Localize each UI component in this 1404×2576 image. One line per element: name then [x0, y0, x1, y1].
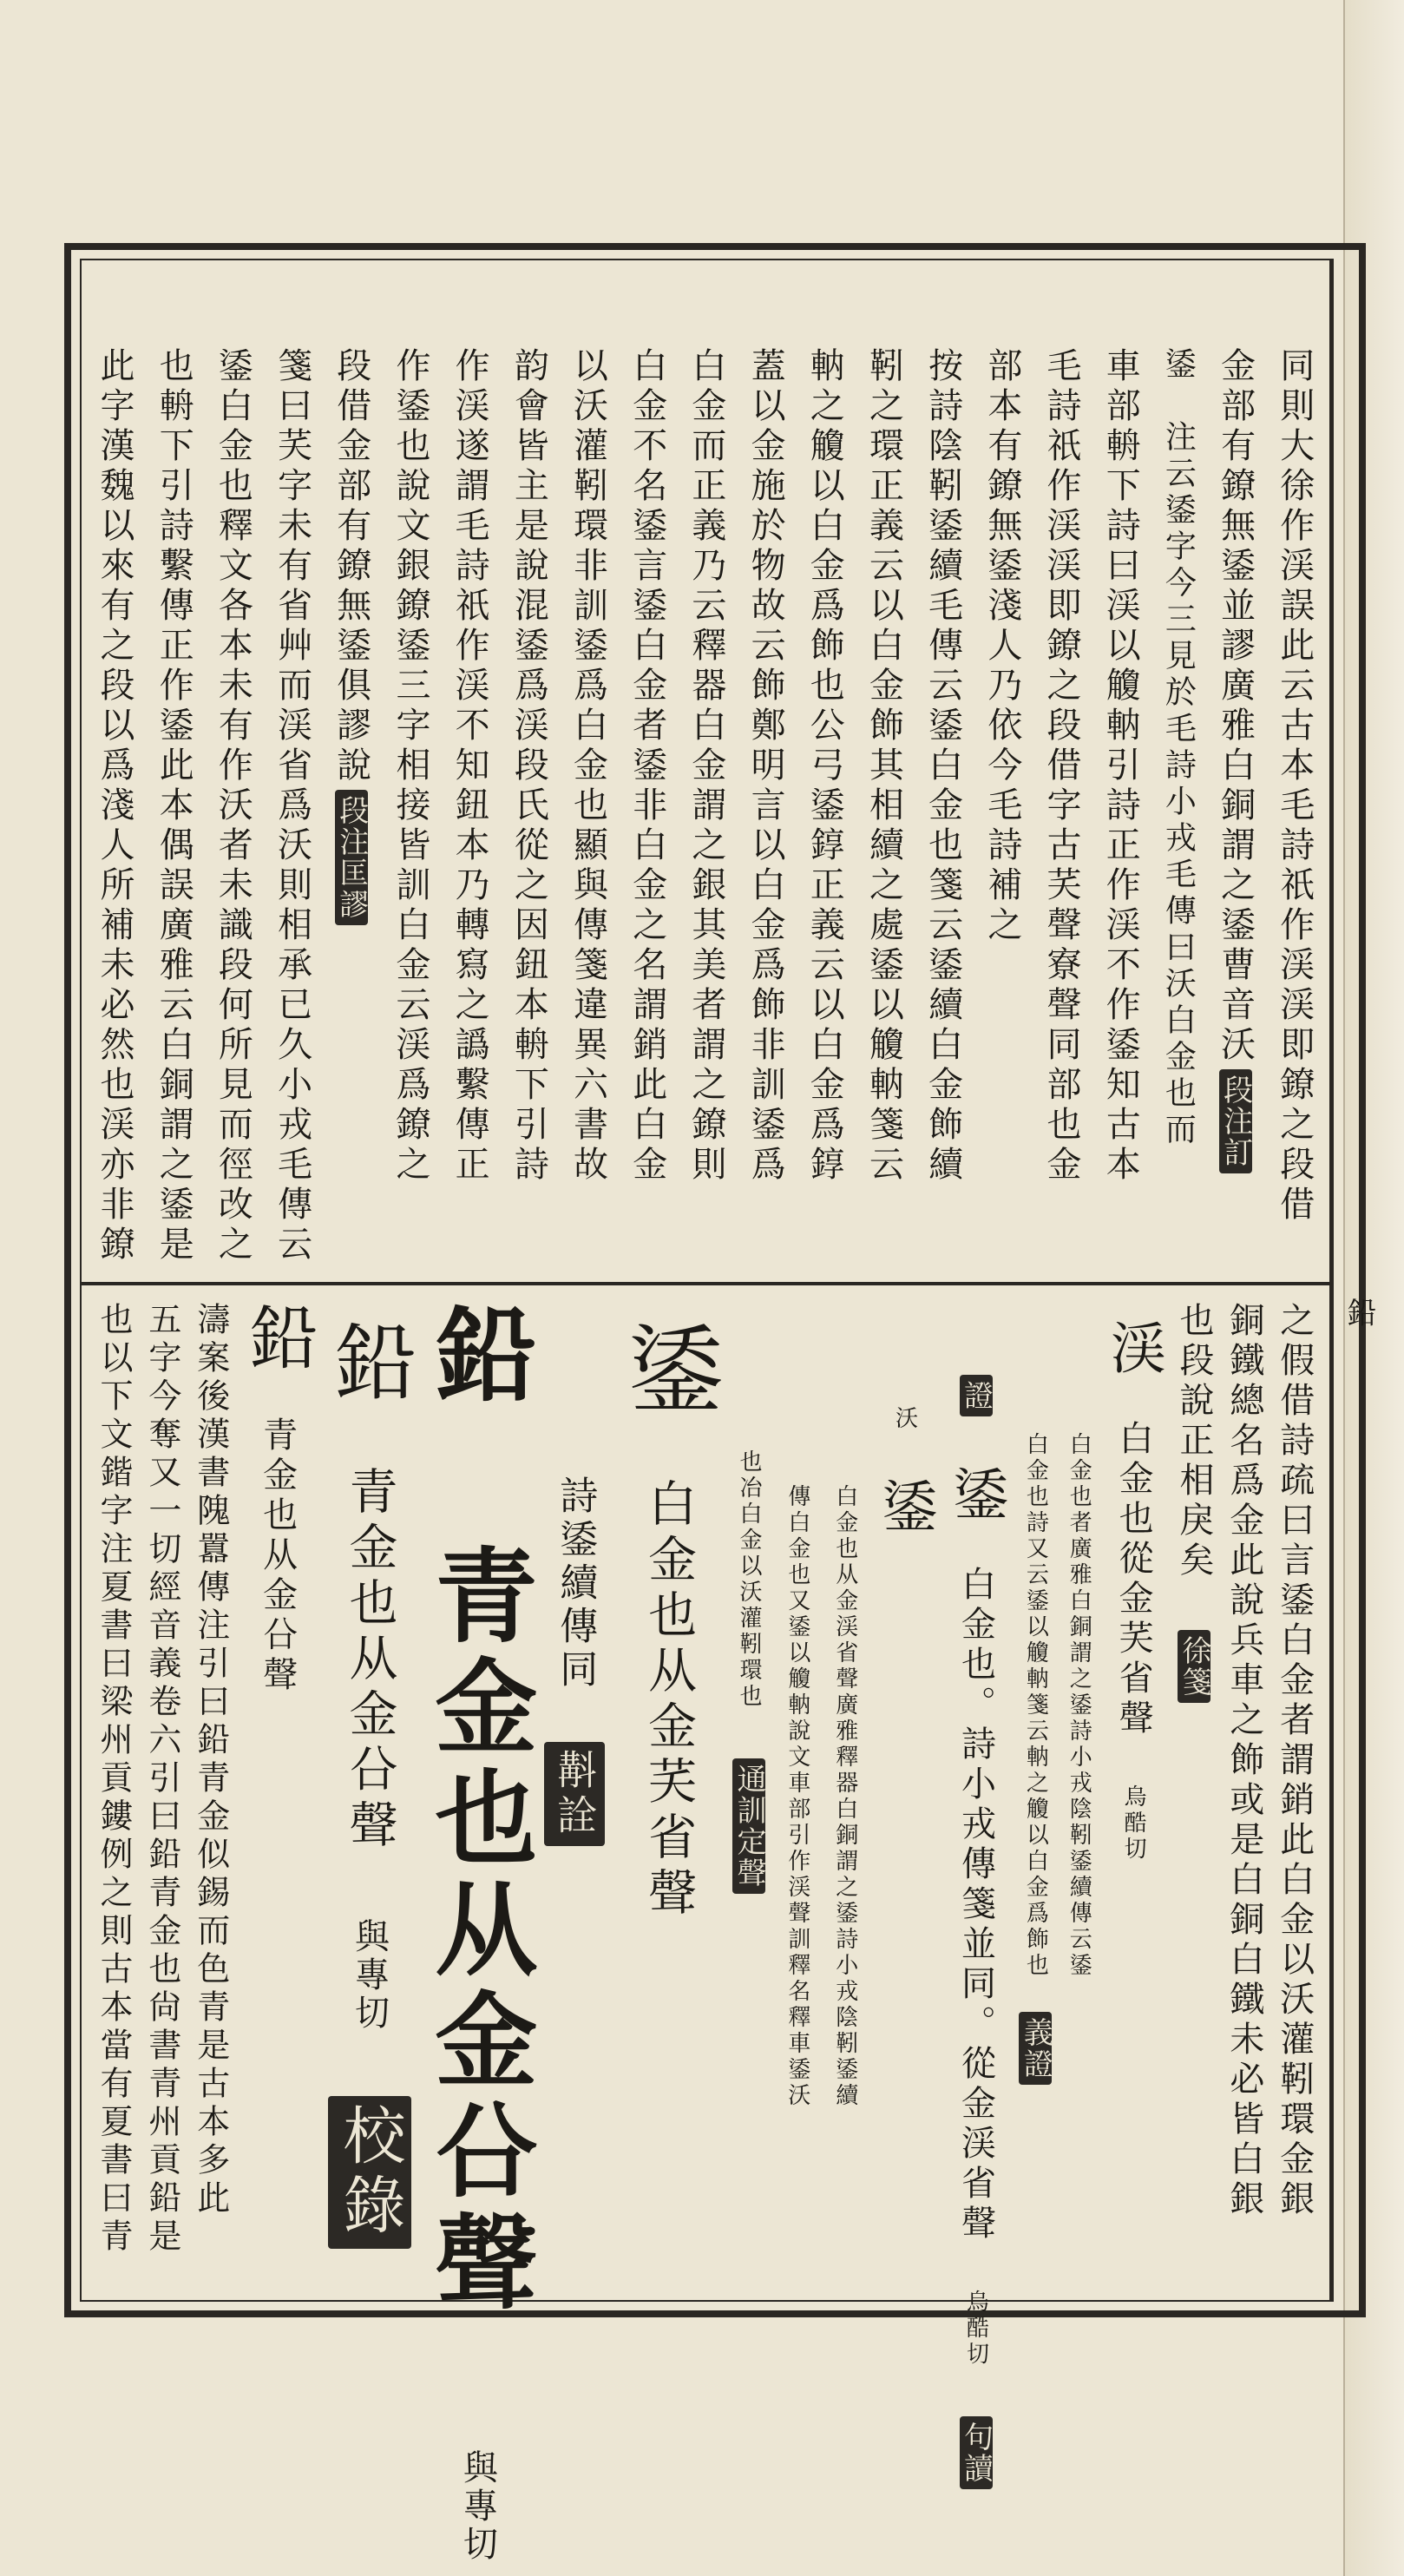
text-column	[449, 347, 490, 1267]
entry-headword: 鋈	[943, 1465, 1008, 1521]
upper-register	[95, 347, 1315, 1267]
text-column: 銅鐵總名爲金此說兵車之飾或是白銅白鐵未必皆白銀	[1224, 1302, 1264, 2220]
text-column	[390, 347, 430, 1267]
text-run: 也冶白金以沃灌靷環也	[736, 1449, 762, 1710]
entry-column	[613, 1302, 725, 2291]
text-run: 箋曰芺字未有省艸而渓省爲沃則相承已久小戎毛傳云	[272, 347, 312, 1265]
source-seal: 段注匡謬	[335, 790, 368, 925]
text-column	[1174, 1302, 1214, 2274]
text-column	[508, 347, 549, 1267]
lower-register	[95, 1302, 1315, 2564]
text-column	[154, 347, 194, 1267]
text-run: 毛詩祇作渓渓即鐐之段借字古芺聲寮聲同部也金	[1041, 347, 1081, 1186]
entry-headword-variant: 沃	[891, 1406, 918, 1432]
text-column	[568, 347, 608, 1267]
entry-definition: 青金也从金㕣聲	[417, 1542, 539, 2320]
entry-headword: 鉛	[237, 1302, 318, 1371]
text-column	[981, 347, 1022, 1267]
text-column	[97, 347, 132, 1267]
text-run: 作渓遂謂毛詩祇作渓不知鈕本乃轉寫之譌繫傳正	[449, 347, 490, 1186]
text-column	[1041, 347, 1081, 1267]
entry-definition: 白金也从金芺省聲	[640, 1478, 698, 1922]
entry-definition: 白金也從金芺省聲	[1113, 1420, 1154, 1739]
entry-headword: 鉛	[417, 1302, 539, 1413]
source-seal: 句讀	[960, 2416, 993, 2489]
entry-column	[732, 1302, 766, 2422]
text-run: 也段說正相戾矣	[1174, 1302, 1214, 1581]
entry-note: 詩鋈續傳同	[553, 1475, 598, 1692]
text-column	[1215, 347, 1256, 1267]
text-run: 段借金部有鐐無鋈俱謬說	[331, 347, 371, 786]
text-run: 部本有鐐無鋈淺人乃依今毛詩補之	[981, 347, 1022, 946]
text-run: 白金也詩又云鋈以觼軜箋云軜之觼以白金爲飾也	[1022, 1432, 1049, 1979]
text-column	[627, 347, 667, 1267]
text-column	[1160, 347, 1197, 1267]
entry-definition: 青金也从金㕣聲	[341, 1466, 398, 1855]
text-column: 也以下文鍇字注夏書曰梁州貢鏤例之則古本當有夏書曰青	[95, 1302, 133, 2257]
entry-fanqie: 烏酷切	[1120, 1784, 1147, 1863]
text-column	[863, 347, 904, 1267]
text-column	[1019, 1302, 1052, 2404]
text-column: 白金也从金渓省聲廣雅釋器白銅謂之鋈詩小戎陰靷鋈續	[831, 1484, 858, 2109]
entry-fanqie: 與專切	[349, 1918, 390, 2033]
text-column	[1274, 347, 1315, 1267]
text-column: 之假借詩疏曰言鋈白金者謂銷此白金以沃灌靷環金銀	[1274, 1302, 1315, 2220]
entry-headword: 渓	[1101, 1319, 1166, 1375]
source-seal: 義證	[1019, 2012, 1052, 2085]
text-column	[213, 347, 253, 1267]
entry-fanqie: 與專切	[457, 2449, 498, 2564]
text-run: 此字漢魏以來有之段以爲淺人所補未必然也渓亦非鐐	[95, 347, 134, 1265]
text-column	[272, 347, 312, 1267]
source-seal: 徐箋	[1178, 1630, 1210, 1703]
text-run: 車部輈下詩曰渓以觼軜引詩正作渓不作鋈知古本	[1100, 347, 1141, 1186]
text-column	[686, 347, 726, 1267]
text-column	[804, 347, 845, 1267]
text-column: 白金也者廣雅白銅謂之鋈詩小戎陰靷鋈續傳云鋈	[1066, 1432, 1092, 1979]
text-column: 五字今奪又一切經音義卷六引曰鉛青金也尙書青州貢鉛是	[142, 1302, 181, 2257]
text-column: 傳白金也又鋈以觼軜說文車部引作渓聲訓釋名釋車鋈沃	[784, 1484, 810, 2109]
source-seal: 證	[960, 1375, 993, 1416]
entry-column	[237, 1302, 318, 2274]
text-run: 以沃灌靷環非訓鋈爲白金也顯與傳箋違異六書故	[568, 347, 608, 1186]
text-run: 同則大徐作渓誤此云古本毛詩祇作渓渓即鐐之段借	[1274, 347, 1315, 1226]
entry-headword: 鉛	[320, 1319, 418, 1403]
entry-column	[544, 1302, 605, 2448]
text-run: 鋈 注云鋈字今三見於毛詩小戎毛傳曰沃白金也而	[1160, 347, 1197, 1149]
source-seal: 通訓定聲	[732, 1758, 765, 1894]
text-column: 濤案後漢書隗囂傳注引曰鉛青金似錫而色青是古本多此	[191, 1302, 230, 2218]
side-label: 鉛	[1342, 1298, 1376, 1327]
text-run: 蓋以金施於物故云飾鄭明言以白金爲飾非訓鋈爲	[745, 347, 786, 1186]
entry-definition: 白金也。詩小戎傳箋並同。從金渓省聲	[955, 1566, 996, 2244]
entry-definition: 青金也从金㕣聲	[257, 1416, 298, 1696]
text-run: 也輈下引詩繫傳正作鋈此本偶誤廣雅云白銅謂之鋈是	[154, 347, 194, 1265]
entry-column	[1101, 1302, 1166, 2291]
fore-edge-gutter	[1331, 259, 1358, 2302]
entry-column	[417, 1302, 539, 2564]
text-run: 韵會皆主是說混鋈爲渓段氏從之因鈕本輈下引詩	[508, 347, 549, 1186]
text-run: 金部有鐐無鋈並謬廣雅白銅謂之鋈曹音沃	[1215, 347, 1256, 1066]
text-run: 白金而正義乃云釋器白金謂之銀其美者謂之鐐則	[686, 347, 726, 1186]
entry-column	[320, 1302, 418, 2291]
text-column	[922, 347, 963, 1267]
text-run: 軜之觼以白金爲飾也公弓鋈錞正義云以白金爲錞	[804, 347, 845, 1186]
entry-headword: 鋈	[613, 1319, 725, 1415]
text-column	[331, 347, 371, 1267]
entry-fanqie: 烏酷切	[962, 2290, 989, 2368]
entry-column	[943, 1302, 1008, 2484]
source-seal: 斠詮	[544, 1742, 605, 1846]
text-run: 靷之環正義云以白金飾其相續之處鋈以觼軜箋云	[863, 347, 904, 1186]
text-column	[745, 347, 786, 1267]
text-column	[1100, 347, 1141, 1267]
entry-column	[872, 1302, 937, 2378]
source-seal: 校錄	[328, 2096, 411, 2249]
text-run: 按詩陰靷鋈續毛傳云鋈白金也箋云鋈續白金飾續	[922, 347, 963, 1186]
source-seal: 段注訂	[1219, 1069, 1252, 1173]
text-run: 白金不名鋈言鋈白金者鋈非白金之名謂銷此白金	[627, 347, 667, 1186]
text-run: 鋈白金也釋文各本未有作沃者未識段何所見而徑改之	[213, 347, 253, 1265]
register-divider	[80, 1282, 1331, 1285]
text-run: 作鋈也說文銀鐐鋈三字相接皆訓白金云渓爲鐐之	[390, 347, 430, 1186]
entry-headword: 鋈	[872, 1477, 937, 1533]
